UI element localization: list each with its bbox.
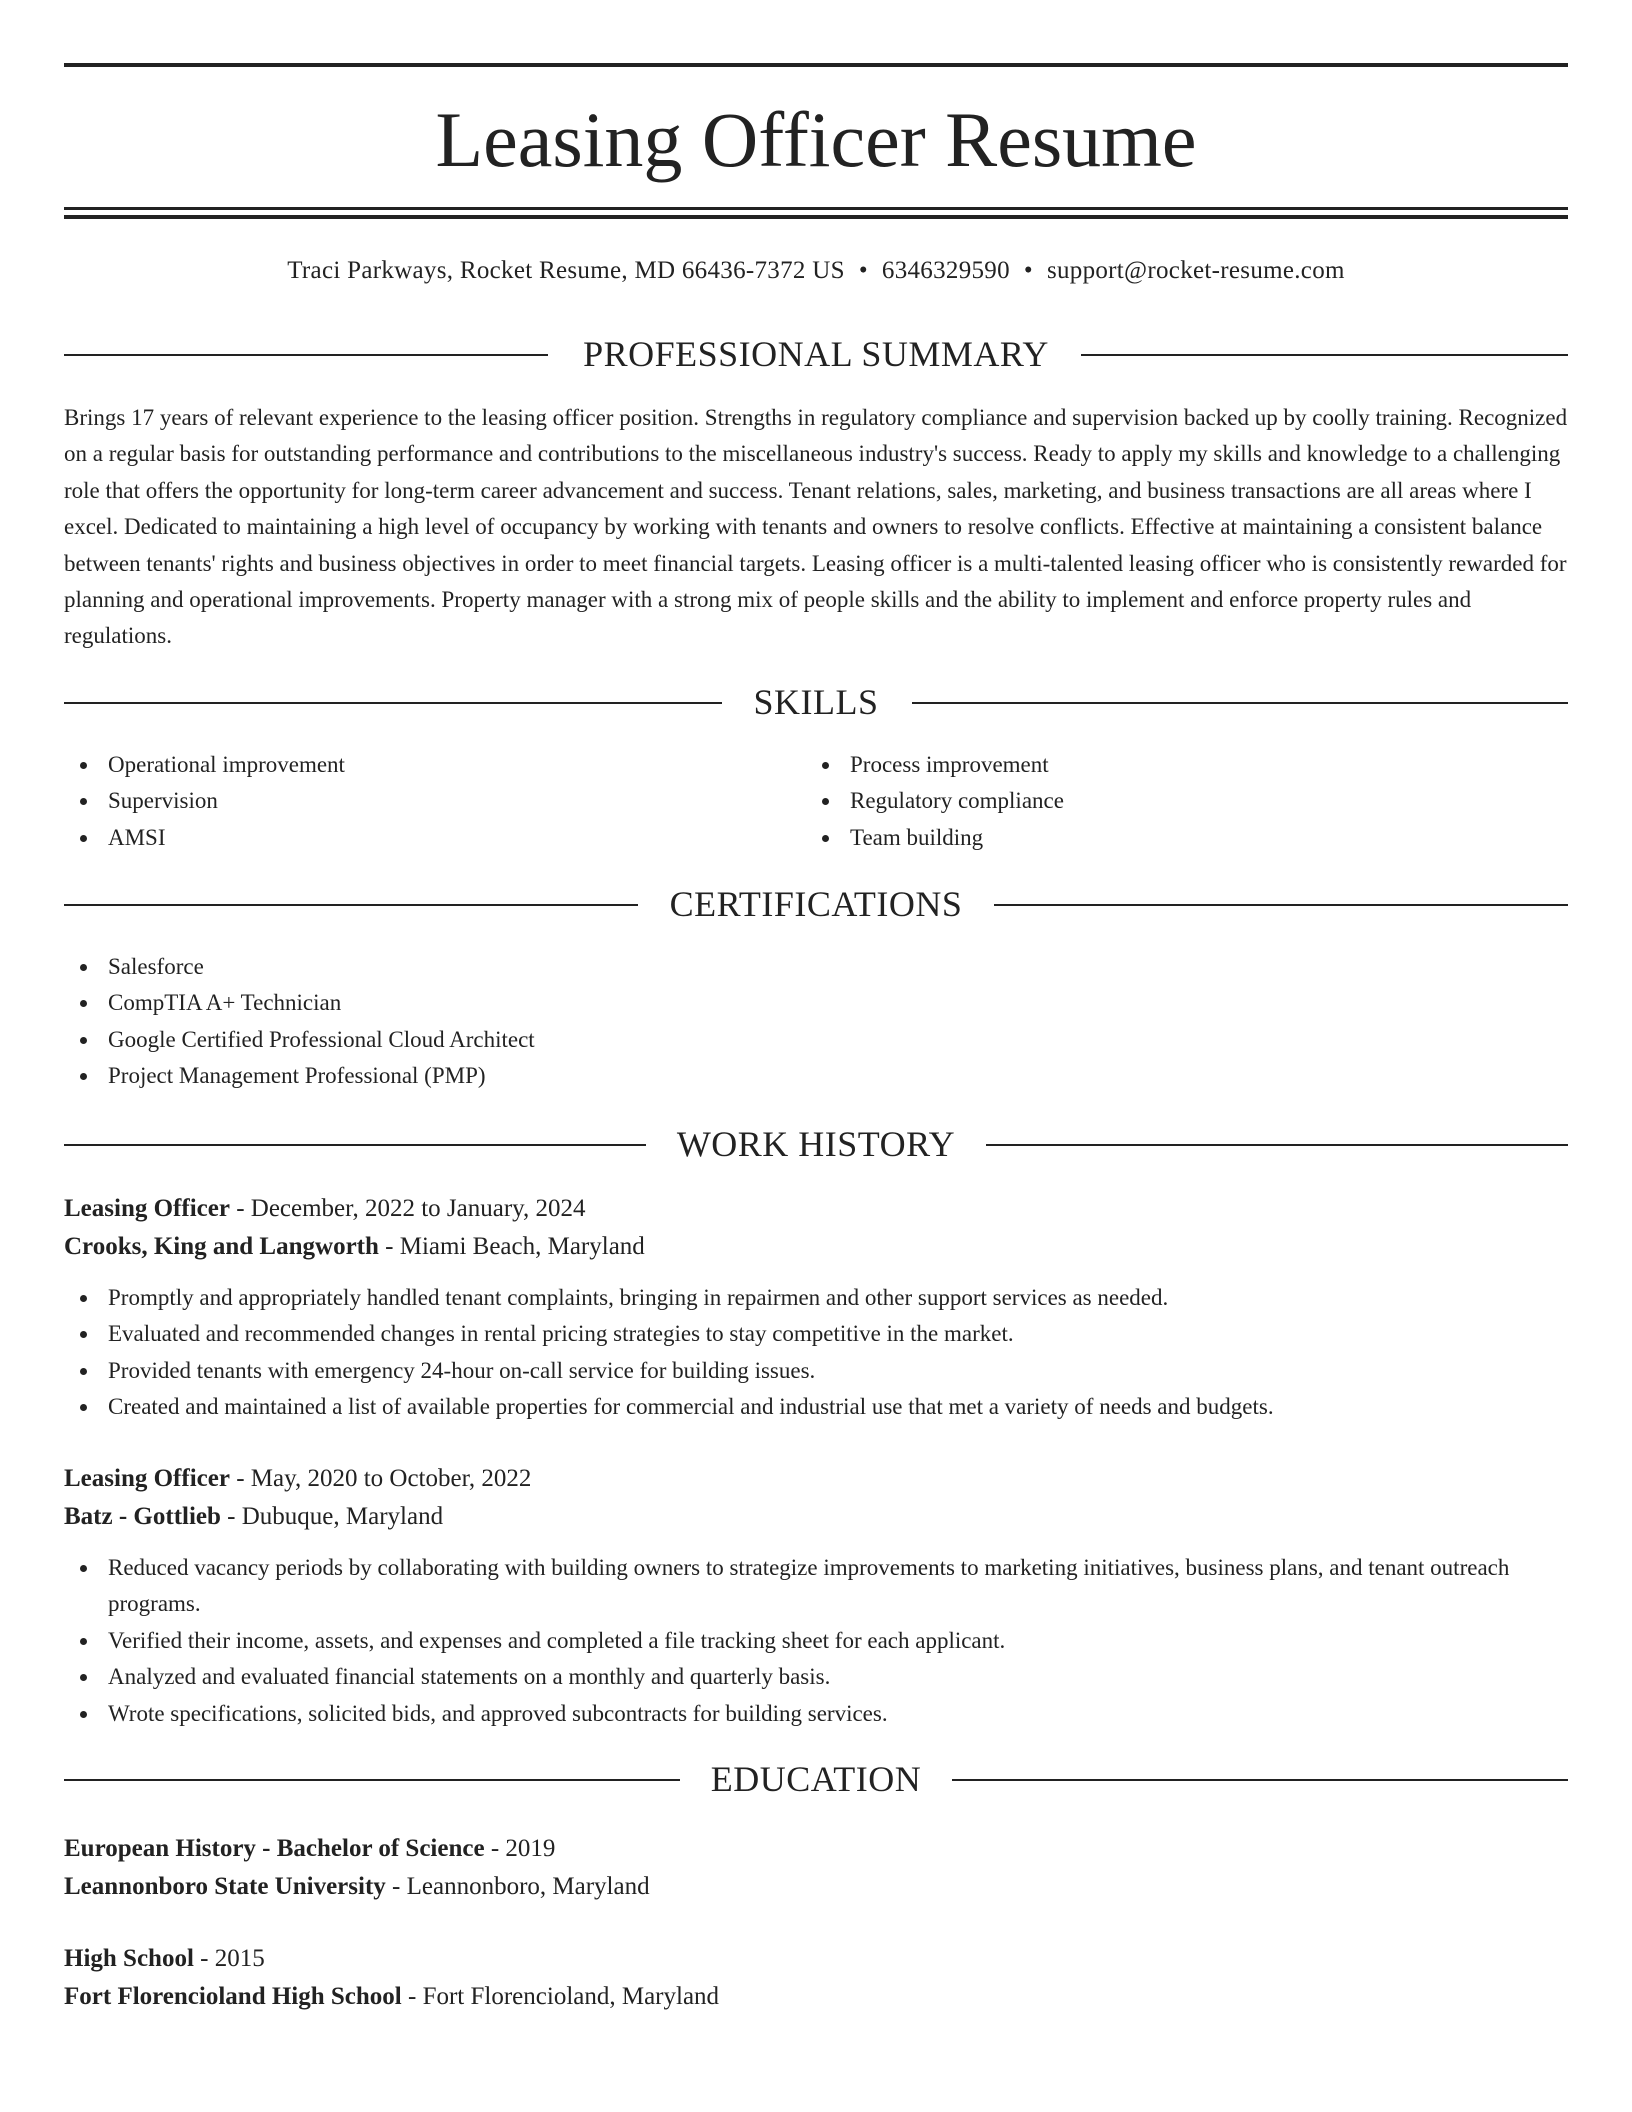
job-bullet: Wrote specifications, solicited bids, and approved subcontracts for building services. [64, 1696, 1568, 1732]
summary-text: Brings 17 years of relevant experience to the leasing officer position. Strengths in regulatory compliance and supervision backed up by coolly training. Recognized on a regular basis for outstanding performance and contributions to the miscellaneous industry's success. Ready to apply my skills and knowledge to a challenging role that offers the opportunity for long-term career advancement and success. Tenant relations, sales, marketing, and business transactions are all areas where I excel. Dedicated to maintaining a high level of occupancy by working with tenants and owners to resolve conflicts. Effective at maintaining a consistent balance between tenants' rights and business objectives in order to meet financial targets. Leasing officer is a multi-talented leasing officer who is consistently rewarded for planning and operational improvements. Property manager with a strong mix of people skills and the ability to implement and enforce property rules and regulations. [64, 405, 1568, 649]
section-rule [994, 904, 1568, 906]
education-degree: High School [64, 1945, 194, 1972]
skill-item: Regulatory compliance [806, 783, 1546, 819]
contact-separator: • [858, 257, 868, 284]
education-school: Leannonboro State University [64, 1873, 386, 1900]
section-title-summary: PROFESSIONAL SUMMARY [583, 334, 1049, 374]
section-rule [1081, 354, 1568, 356]
job-heading [64, 1460, 1568, 1498]
section-header-certifications [64, 882, 1568, 926]
contact-phone: 6346329590 [881, 257, 1010, 284]
education-institution [64, 1978, 1568, 2016]
job-bullet: Evaluated and recommended changes in rental pricing strategies to stay competitive in the market. [64, 1316, 1568, 1352]
skill-item: Supervision [64, 783, 804, 819]
education-degree: European History - Bachelor of Science [64, 1835, 485, 1862]
job-location: - Dubuque, Maryland [220, 1503, 444, 1530]
section-rule [986, 1144, 1568, 1146]
job-bullet: Provided tenants with emergency 24-hour on-call service for building issues. [64, 1353, 1568, 1389]
job-title: Leasing Officer [64, 1195, 230, 1222]
job-dates: - May, 2020 to October, 2022 [229, 1465, 532, 1492]
section-title-certifications: CERTIFICATIONS [669, 884, 963, 924]
education-entry [64, 1830, 1568, 1906]
job-dates: - December, 2022 to January, 2024 [229, 1195, 586, 1222]
education-heading [64, 1940, 1568, 1978]
education-institution [64, 1868, 1568, 1906]
top-rule [64, 63, 1568, 67]
section-title-skills: SKILLS [753, 682, 879, 722]
job-location: - Miami Beach, Maryland [378, 1233, 645, 1260]
education-entry [64, 1940, 1568, 2016]
job-bullet: Reduced vacancy periods by collaborating with building owners to strategize improvements to marketing initiatives, business plans, and tenant outreach programs. [64, 1550, 1568, 1623]
contact-email: support@rocket-resume.com [1046, 257, 1345, 284]
contact-separator: • [1023, 257, 1033, 284]
resume-title: Leasing Officer Resume [435, 96, 1197, 183]
job-employer [64, 1498, 1568, 1536]
job-bullet: Analyzed and evaluated financial statements on a monthly and quarterly basis. [64, 1659, 1568, 1695]
job-bullets [64, 1550, 1568, 1732]
certification-item: CompTIA A+ Technician [64, 985, 1568, 1021]
section-header-work-history [64, 1122, 1568, 1166]
skill-item: Process improvement [806, 747, 1546, 783]
job-entry [64, 1190, 1568, 1426]
section-header-education [64, 1757, 1568, 1801]
certification-item: Salesforce [64, 949, 1568, 985]
education-heading [64, 1830, 1568, 1868]
job-heading [64, 1190, 1568, 1228]
certification-item: Google Certified Professional Cloud Architect [64, 1022, 1568, 1058]
section-rule [952, 1779, 1568, 1781]
education-school: Fort Florencioland High School [64, 1983, 402, 2010]
section-title-education: EDUCATION [710, 1759, 922, 1799]
certification-item: Project Management Professional (PMP) [64, 1058, 1568, 1094]
title-double-rule [64, 207, 1568, 219]
job-company: Crooks, King and Langworth [64, 1233, 379, 1260]
job-entry [64, 1460, 1568, 1732]
job-bullet: Verified their income, assets, and expenses and completed a file tracking sheet for each applicant. [64, 1623, 1568, 1659]
education-year: - 2015 [193, 1945, 265, 1972]
section-header-skills [64, 680, 1568, 724]
education-year: - 2019 [484, 1835, 556, 1862]
section-rule [912, 702, 1568, 704]
skills-list-left [64, 747, 804, 856]
job-bullets [64, 1280, 1568, 1426]
job-bullet: Promptly and appropriately handled tenant complaints, bringing in repairmen and other support services as needed. [64, 1280, 1568, 1316]
job-bullet: Created and maintained a list of available properties for commercial and industrial use that met a variety of needs and budgets. [64, 1389, 1568, 1425]
education-location: - Leannonboro, Maryland [385, 1873, 650, 1900]
job-company: Batz - Gottlieb [64, 1503, 221, 1530]
skill-item: AMSI [64, 820, 804, 856]
section-title-work-history: WORK HISTORY [676, 1124, 956, 1164]
contact-address: Traci Parkways, Rocket Resume, MD 66436-7372 US [287, 257, 845, 284]
certifications-list [64, 949, 1568, 1095]
job-title: Leasing Officer [64, 1465, 230, 1492]
contact-line [64, 254, 1568, 288]
section-header-summary [64, 332, 1568, 376]
job-employer [64, 1228, 1568, 1266]
education-location: - Fort Florencioland, Maryland [401, 1983, 720, 2010]
skill-item: Team building [806, 820, 1546, 856]
skills-list-right [806, 747, 1546, 856]
skill-item: Operational improvement [64, 747, 804, 783]
